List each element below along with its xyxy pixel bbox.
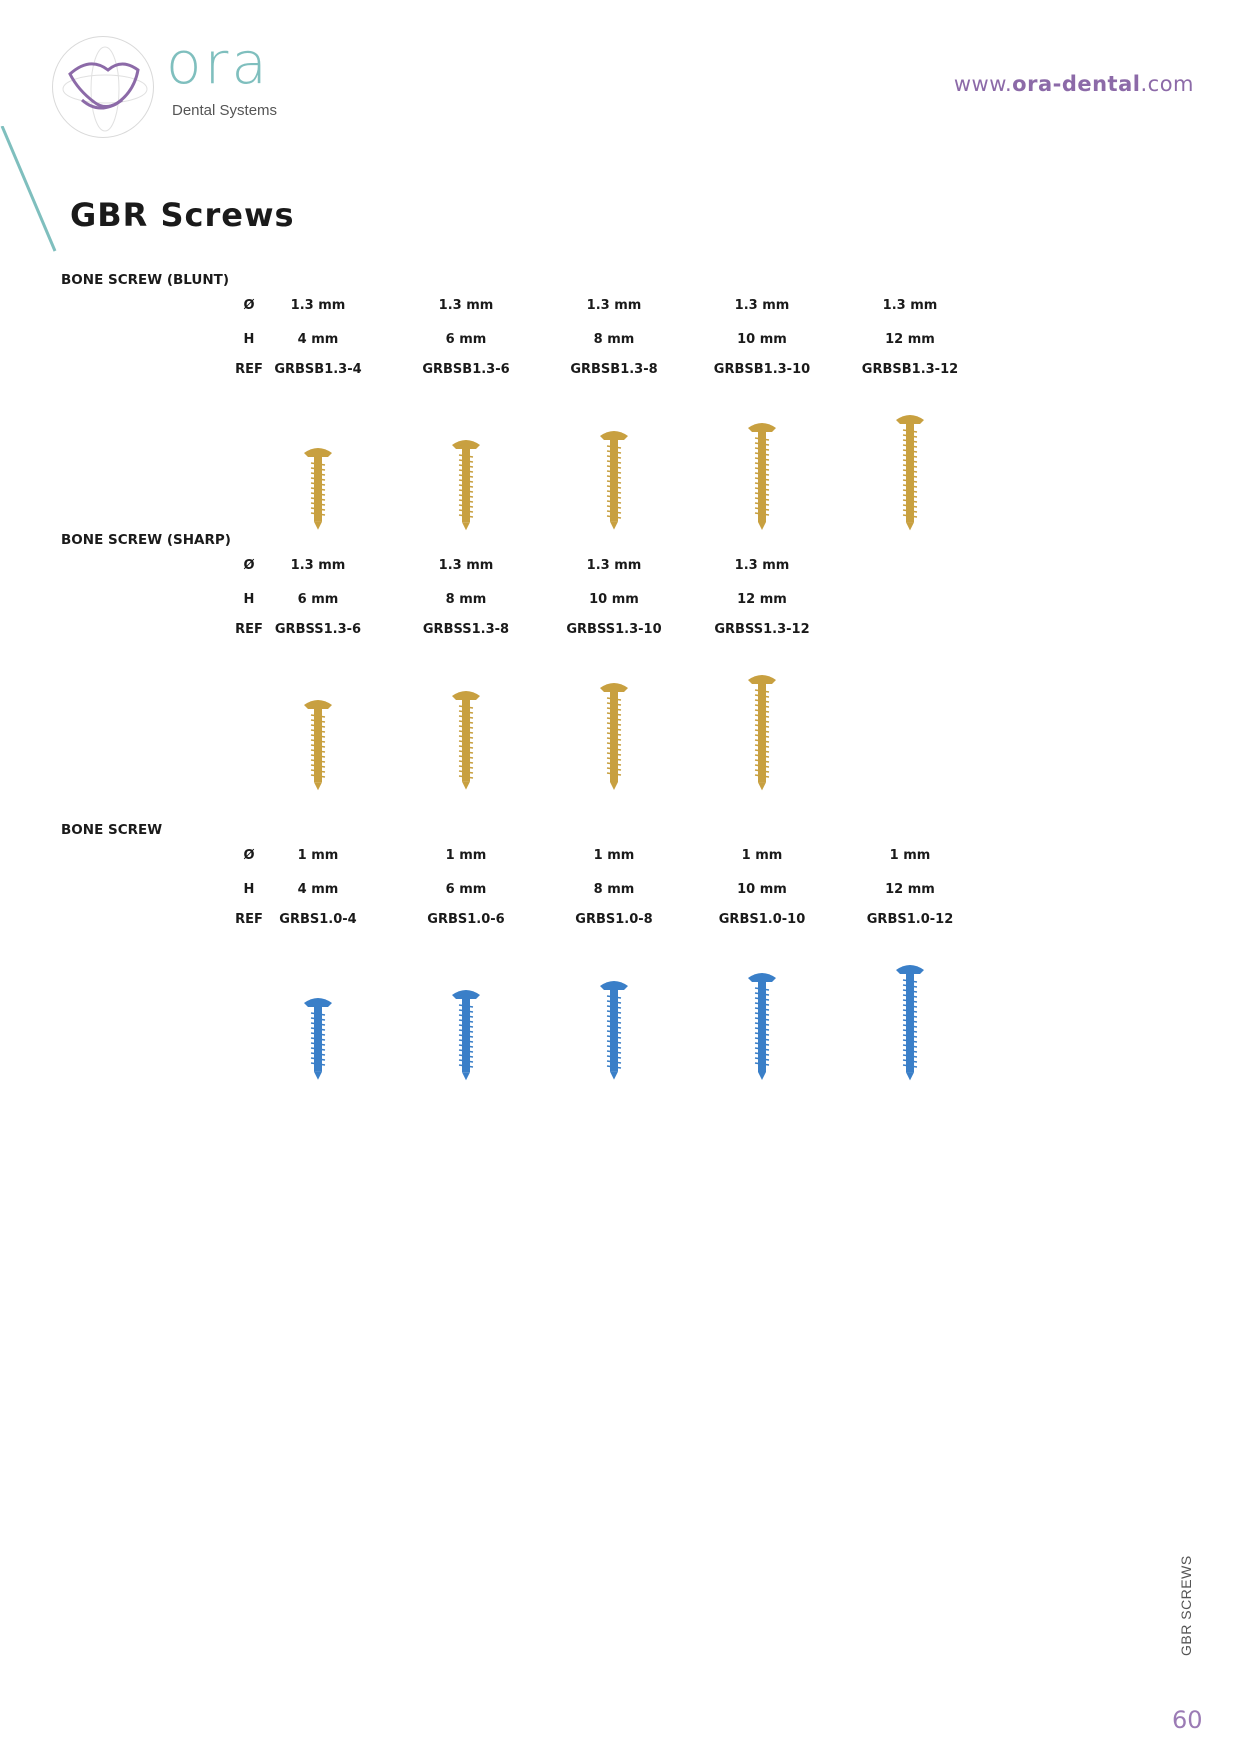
height-value: 12 mm: [885, 332, 935, 347]
diameter-value: 1.3 mm: [290, 298, 346, 313]
diameter-value: 1 mm: [445, 848, 487, 863]
brand-name: ora: [166, 29, 270, 97]
diameter-value: 1 mm: [593, 848, 635, 863]
ref-code: GRBSS1.3-12: [714, 622, 810, 637]
diameter-value: 1 mm: [741, 848, 783, 863]
side-section-label: GBR SCREWS: [1178, 1555, 1194, 1656]
diameter-value: 1.3 mm: [438, 298, 494, 313]
ref-code: GRBSB1.3-6: [422, 362, 510, 377]
diameter-value: 1.3 mm: [586, 558, 642, 573]
ref-code: GRBSB1.3-12: [861, 362, 959, 377]
ref-code: GRBSS1.3-8: [422, 622, 510, 637]
website-link[interactable]: [954, 72, 1194, 96]
screw-image: [890, 410, 930, 534]
diameter-value: 1.3 mm: [882, 298, 938, 313]
screw-image: [742, 670, 782, 794]
ref-code: GRBSS1.3-10: [566, 622, 662, 637]
ref-label: REF: [235, 362, 263, 377]
screw-image: [446, 686, 486, 794]
ref-code: GRBS1.0-8: [575, 912, 653, 927]
screw-image: [594, 976, 634, 1084]
page-number: 60: [1172, 1706, 1203, 1734]
ref-code: GRBSB1.3-10: [713, 362, 811, 377]
height-value: 12 mm: [737, 592, 787, 607]
screw-image: [742, 968, 782, 1084]
height-value: 8 mm: [593, 332, 635, 347]
height-value: 6 mm: [445, 882, 487, 897]
screw-image: [594, 678, 634, 794]
diameter-value: 1.3 mm: [734, 558, 790, 573]
ref-label: REF: [235, 912, 263, 927]
height-value: 10 mm: [589, 592, 639, 607]
height-label: H: [243, 592, 255, 607]
screw-image: [298, 443, 338, 534]
screw-image: [446, 435, 486, 534]
page-title: GBR Screws: [70, 196, 295, 234]
ref-code: GRBSS1.3-6: [274, 622, 362, 637]
diameter-label: Ø: [243, 298, 255, 313]
diameter-label: Ø: [243, 558, 255, 573]
ref-code: GRBS1.0-4: [279, 912, 357, 927]
ref-code: GRBSB1.3-8: [570, 362, 658, 377]
diameter-value: 1.3 mm: [438, 558, 494, 573]
diameter-value: 1 mm: [297, 848, 339, 863]
section-title: BONE SCREW (SHARP): [61, 532, 231, 548]
brand-tagline: Dental Systems: [172, 102, 278, 119]
screw-image: [298, 695, 338, 794]
height-value: 10 mm: [737, 882, 787, 897]
diameter-value: 1.3 mm: [586, 298, 642, 313]
diameter-value: 1.3 mm: [290, 558, 346, 573]
url-suffix: .com: [1140, 72, 1194, 96]
height-label: H: [243, 882, 255, 897]
height-value: 10 mm: [737, 332, 787, 347]
screw-image: [594, 426, 634, 534]
logo-mark-icon: [60, 44, 150, 134]
height-value: 4 mm: [297, 332, 339, 347]
screw-image: [742, 418, 782, 534]
accent-line: [0, 126, 70, 256]
height-value: 6 mm: [445, 332, 487, 347]
diameter-value: 1.3 mm: [734, 298, 790, 313]
height-value: 8 mm: [445, 592, 487, 607]
diameter-label: Ø: [243, 848, 255, 863]
screw-image: [890, 960, 930, 1084]
ref-code: GRBS1.0-10: [718, 912, 806, 927]
ref-code: GRBS1.0-12: [866, 912, 954, 927]
height-label: H: [243, 332, 255, 347]
ref-label: REF: [235, 622, 263, 637]
url-prefix: www.: [953, 72, 1013, 96]
height-value: 6 mm: [297, 592, 339, 607]
height-value: 12 mm: [885, 882, 935, 897]
screw-image: [446, 985, 486, 1084]
section-title: BONE SCREW (BLUNT): [61, 272, 230, 288]
height-value: 8 mm: [593, 882, 635, 897]
ref-code: GRBS1.0-6: [427, 912, 505, 927]
section-title: BONE SCREW: [61, 822, 163, 838]
url-domain: ora-dental: [1012, 72, 1141, 96]
ref-code: GRBSB1.3-4: [274, 362, 362, 377]
height-value: 4 mm: [297, 882, 339, 897]
diameter-value: 1 mm: [889, 848, 931, 863]
screw-image: [298, 993, 338, 1084]
